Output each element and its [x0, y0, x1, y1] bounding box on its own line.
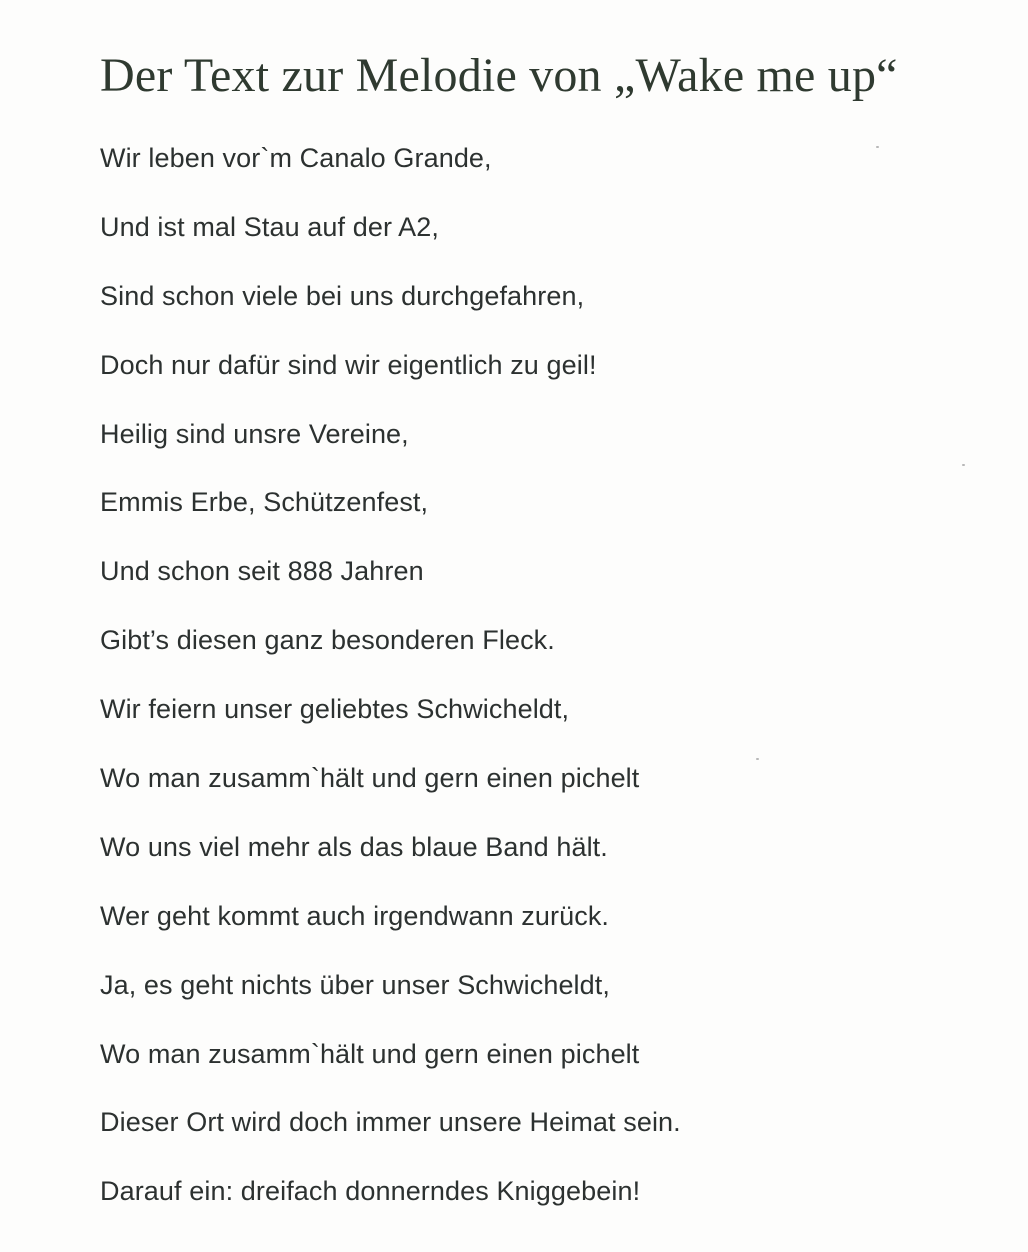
- lyric-line: Und ist mal Stau auf der A2,: [100, 211, 439, 242]
- scan-speck: [756, 758, 759, 760]
- lyric-line: Wo man zusamm`hält und gern einen pichelt: [100, 763, 640, 794]
- lyric-line: Doch nur dafür sind wir eigentlich zu geil!: [100, 349, 597, 380]
- lyric-line: Sind schon viele bei uns durchgefahren,: [100, 280, 585, 311]
- scan-speck: [962, 464, 965, 466]
- lyrics-list: [100, 138, 681, 1240]
- lyric-line: Darauf ein: dreifach donnerndes Kniggebein!: [100, 1176, 641, 1207]
- lyric-line: Und schon seit 888 Jahren: [100, 556, 424, 587]
- lyric-line: Wer geht kommt auch irgendwann zurück.: [100, 900, 610, 931]
- lyric-line: Ja, es geht nichts über unser Schwicheldt,: [100, 969, 610, 1000]
- lyric-line: Gibt’s diesen ganz besonderen Fleck.: [100, 625, 555, 656]
- scan-speck: [876, 146, 879, 148]
- lyric-line: Wir leben vor`m Canalo Grande,: [100, 143, 492, 173]
- lyric-line: Wo uns viel mehr als das blaue Band hält.: [100, 831, 608, 862]
- lyric-line: Dieser Ort wird doch immer unsere Heimat sein.: [100, 1107, 681, 1138]
- lyric-line: Emmis Erbe, Schützenfest,: [100, 487, 429, 518]
- song-title: Der Text zur Melodie von „Wake me up“: [100, 49, 898, 102]
- lyric-line: Wo man zusamm`hält und gern einen pichelt: [100, 1038, 640, 1069]
- lyric-line: Wir feiern unser geliebtes Schwicheldt,: [100, 694, 570, 725]
- lyric-line: Heilig sind unsre Vereine,: [100, 418, 409, 449]
